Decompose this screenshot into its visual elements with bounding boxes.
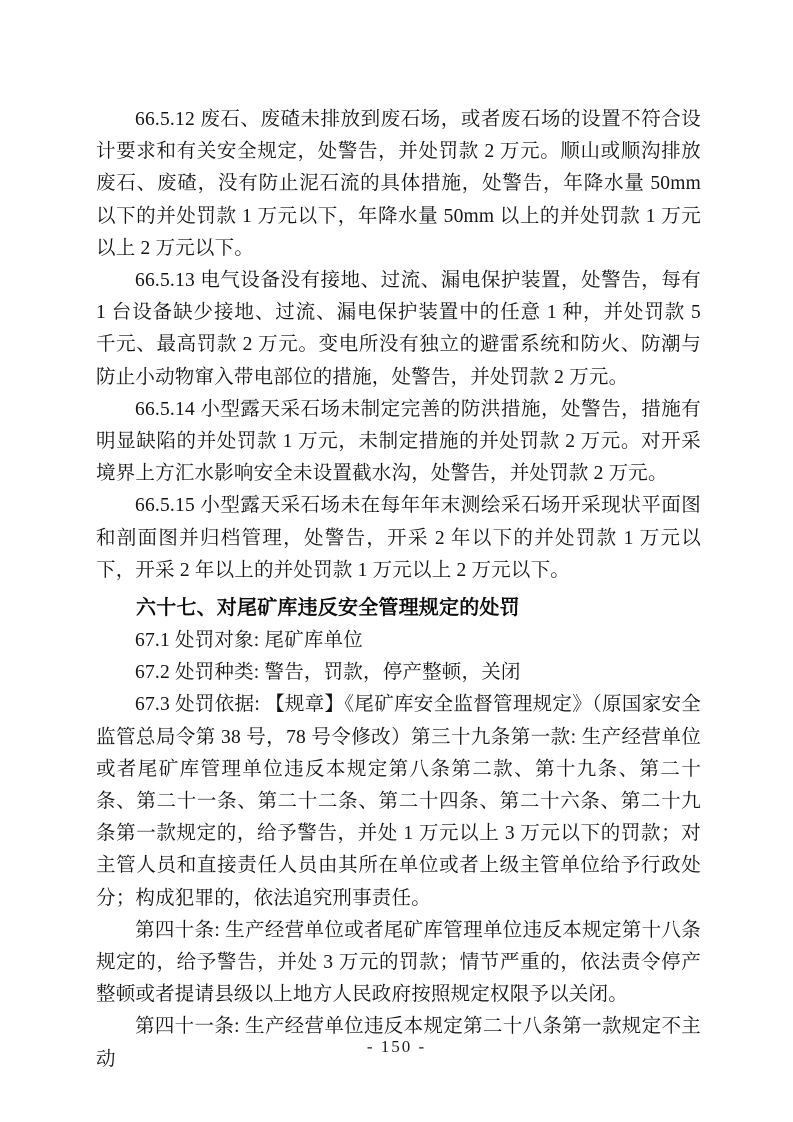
paragraph-article-41: 第四十一条: 生产经营单位违反本规定第二十八条第一款规定不主动 [96,1016,701,1070]
paragraph-67-3-penalty-basis: 67.3 处罚依据: 【规章】《尾矿库安全监督管理规定》（原国家安全监管总局令第 38 号，78 号令修改）第三十九条第一款: 生产经营单位或者尾矿库管理单位违反本规定第八条第二款、第十九条、第二十条、第二十一条、第二十二条、第二十四条、第二十六条、第二十九条第一款规定的，给予警告，并处 1 万元以上 3 万元以下的罚款；对主管人员和直接责任人员由其所在单位或者上级主管单位给予行政处分；构成犯罪的，依法追究刑事责任。 [96,694,701,909]
document-body [96,104,701,1076]
paragraph-67-2-penalty-types: 67.2 处罚种类: 警告，罚款，停产整顿，关闭 [135,662,521,684]
section-heading-67: 六十七、对尾矿库违反安全管理规定的处罚 [136,597,520,620]
paragraph-66-5-12: 66.5.12 废石、废碴未排放到废石场，或者废石场的设置不符合设计要求和有关安全规定，处警告，并处罚款 2 万元。顺山或顺沟排放废石、废碴，没有防止泥石流的具体措施，处警告，年降水量 50mm 以下的并处罚款 1 万元以下，年降水量 50mm 以上的并处罚款 1 万元以上 2 万元以下。 [96,109,701,259]
paragraph-67-1-penalty-target: 67.1 处罚对象: 尾矿库单位 [135,630,363,652]
paragraph-66-5-14: 66.5.14 小型露天采石场未制定完善的防洪措施，处警告，措施有明显缺陷的并处罚款 1 万元，未制定措施的并处罚款 2 万元。对开采境界上方汇水影响安全未设置截水沟，处警告，并处罚款 2 万元。 [96,398,701,485]
paragraph-article-40: 第四十条: 生产经营单位或者尾矿库管理单位违反本规定第十八条规定的，给予警告，并处 3 万元的罚款；情节严重的，依法责令停产整顿或者提请县级以上地方人民政府按照规定权限予以关闭。 [96,919,701,1006]
page-number: - 150 - [366,1037,427,1056]
paragraph-66-5-15: 66.5.15 小型露天采石场未在每年年末测绘采石场开采现状平面图和剖面图并归档管理，处警告，开采 2 年以下的并处罚款 1 万元以下，开采 2 年以上的并处罚款 1 万元以上 2 万元以下。 [96,495,701,581]
paragraph-66-5-13: 66.5.13 电气设备没有接地、过流、漏电保护装置，处警告，每有 1 台设备缺少接地、过流、漏电保护装置中的任意 1 种，并处罚款 5 千元、最高罚款 2 万元。变电所没有独立的避雷系统和防火、防潮与防止小动物窜入带电部位的措施，处警告，并处罚款 2 万元。 [96,270,701,388]
